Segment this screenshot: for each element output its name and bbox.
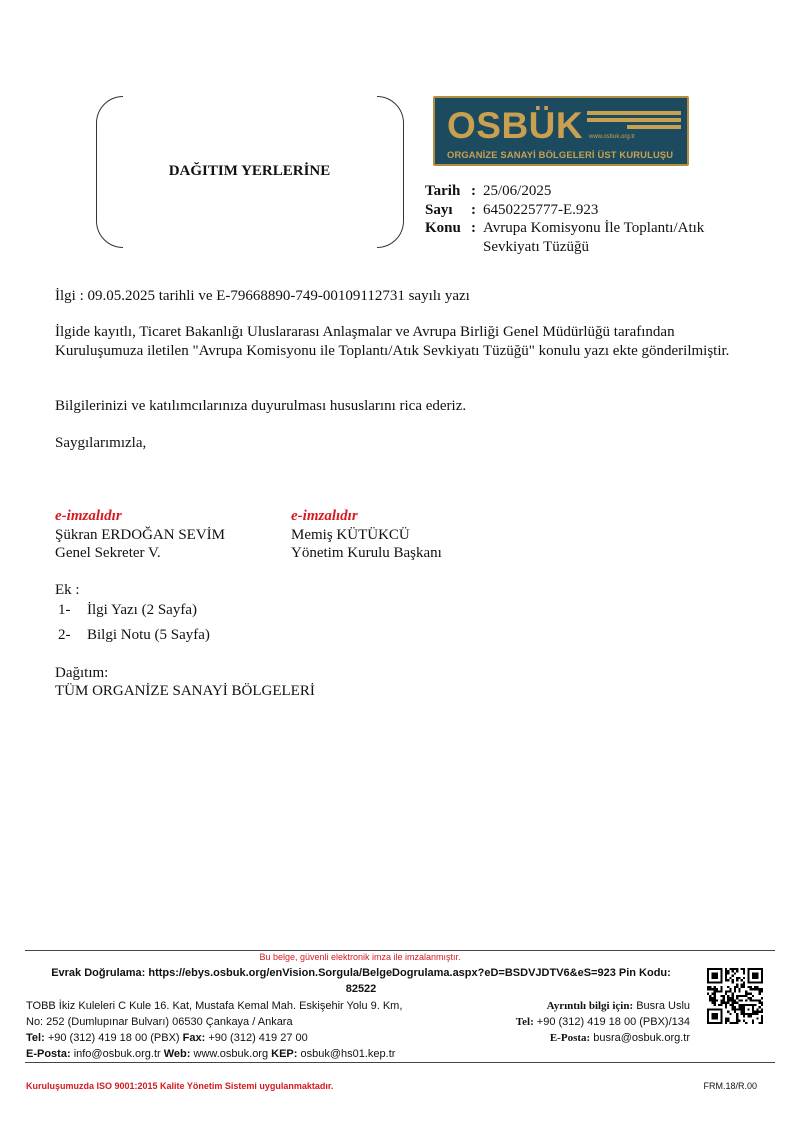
contact-email-link[interactable]: busra@osbuk.org.tr: [593, 1032, 690, 1044]
fax-label: Fax:: [182, 1032, 206, 1044]
contact-name: Busra Uslu: [636, 1000, 690, 1012]
contact-tel-value: +90 (312) 419 18 00 (PBX)/134: [536, 1016, 690, 1028]
verification-pin: 82522: [345, 983, 377, 995]
number-colon: :: [471, 201, 476, 218]
e-signature-status: e-imzalıdır: [55, 508, 122, 524]
osbuk-logo: [433, 96, 689, 166]
signer-title: Yönetim Kurulu Başkanı: [291, 545, 442, 561]
date-label: Tarih: [425, 183, 461, 199]
closing: Saygılarımızla,: [55, 435, 147, 451]
distribution-label: Dağıtım:: [55, 665, 109, 681]
address-line-1: TOBB İkiz Kuleleri C Kule 16. Kat, Mustafa Kemal Mah. Eskişehir Yolu 9. Km,: [26, 1000, 403, 1012]
secure-signature-note: Bu belge, güvenli elektronik imza ile imzalanmıştır.: [259, 952, 461, 962]
attachment-number: 2-: [58, 627, 71, 643]
number-label: Sayı: [425, 201, 453, 218]
attachment-item: [0, 602, 400, 622]
verification-link[interactable]: Evrak Doğrulama: https://ebys.osbuk.org/enVision.Sorgula/BelgeDogrulama.aspx?eD=BSDVJDTV6&eS=923 Pin Kodu:: [51, 967, 671, 979]
form-code: FRM.18/R.00: [703, 1081, 757, 1091]
e-signature-status: e-imzalıdır: [291, 508, 358, 524]
qr-code-icon: [707, 968, 763, 1024]
attachments-label: Ek :: [55, 582, 80, 598]
reference-line: İlgi : 09.05.2025 tarihli ve E-79668890-749-00109112731 sayılı yazı: [55, 288, 470, 304]
main-paragraph: İlgide kayıtlı, Ticaret Bakanlığı Uluslararası Anlaşmalar ve Avrupa Birliği Genel Müdürlüğü tarafından Kuruluşumuza iletilen "Avrupa Komisyonu ile Toplantı/Atık Sevkiyatı Tüzüğü" konulu yazı ekte gönderilmiştir.: [55, 324, 730, 359]
attachment-text: İlgi Yazı (2 Sayfa): [87, 602, 197, 618]
date-value: 25/06/2025: [483, 183, 552, 199]
contact-label: Ayrıntılı bilgi için:: [546, 1000, 634, 1012]
date-row: [425, 182, 743, 201]
number-value: 6450225777-E.923: [483, 201, 599, 218]
attachment-text: Bilgi Notu (5 Sayfa): [87, 627, 210, 643]
phone-fax-line: [26, 1030, 402, 1046]
request-paragraph: Bilgilerinizi ve katılımcılarınıza duyurulması hususlarını rica ederiz.: [55, 398, 467, 414]
document-meta: [425, 182, 743, 256]
tel-label: Tel:: [26, 1032, 45, 1044]
web-label: Web:: [163, 1048, 191, 1060]
contact-email-label: E-Posta:: [549, 1032, 591, 1044]
verification-info: [26, 965, 696, 997]
attachment-item: [0, 627, 400, 647]
subject-colon: :: [471, 220, 476, 236]
logo-name: OSBÜK: [447, 105, 584, 146]
kep-address: osbuk@hs01.kep.tr: [300, 1048, 396, 1060]
footer-bottom-divider: [25, 1062, 775, 1063]
contact-tel-label: Tel:: [515, 1016, 534, 1028]
subject-value: Avrupa Komisyonu İle Toplantı/Atık Sevkiyatı Tüzüğü: [483, 220, 705, 255]
distribution-value: TÜM ORGANİZE SANAYİ BÖLGELERİ: [55, 683, 315, 699]
address-line-2: No: 252 (Dumlupınar Bulvarı) 06530 Çankaya / Ankara: [26, 1016, 293, 1028]
contact-phone-line: [480, 1014, 690, 1030]
organization-address: [26, 998, 402, 1062]
fax-value: +90 (312) 419 27 00: [208, 1032, 308, 1044]
kep-label: KEP:: [271, 1048, 298, 1060]
email-link[interactable]: info@osbuk.org.tr: [73, 1048, 161, 1060]
logo-url: www.osbuk.org.tr: [589, 134, 636, 140]
web-link[interactable]: www.osbuk.org: [193, 1048, 269, 1060]
signature-block-2: [291, 507, 442, 563]
tel-value: +90 (312) 419 18 00 (PBX): [47, 1032, 180, 1044]
contact-person-line: [480, 998, 690, 1014]
subject-label: Konu: [425, 220, 461, 236]
logo-bars: [587, 111, 681, 132]
contact-info: [480, 998, 690, 1046]
date-colon: :: [471, 183, 476, 199]
contact-email-line: [480, 1030, 690, 1046]
signer-name: Şükran ERDOĞAN SEVİM: [55, 526, 225, 543]
signer-title: Genel Sekreter V.: [55, 545, 161, 561]
addressee: DAĞITIM YERLERİNE: [168, 163, 331, 179]
logo-subtitle: ORGANİZE SANAYİ BÖLGELERİ ÜST KURULUŞU: [447, 149, 674, 160]
signature-block-1: [55, 507, 225, 563]
footer-top-divider: [25, 950, 775, 951]
signer-name: Memiş KÜTÜKCÜ: [291, 526, 410, 543]
email-label: E-Posta:: [26, 1048, 71, 1060]
iso-note: Kuruluşumuzda ISO 9001:2015 Kalite Yönetim Sistemi uygulanmaktadır.: [26, 1081, 334, 1091]
attachment-number: 1-: [58, 602, 71, 618]
number-row: [425, 201, 743, 220]
email-web-line: [26, 1046, 402, 1062]
subject-row: [425, 219, 743, 256]
